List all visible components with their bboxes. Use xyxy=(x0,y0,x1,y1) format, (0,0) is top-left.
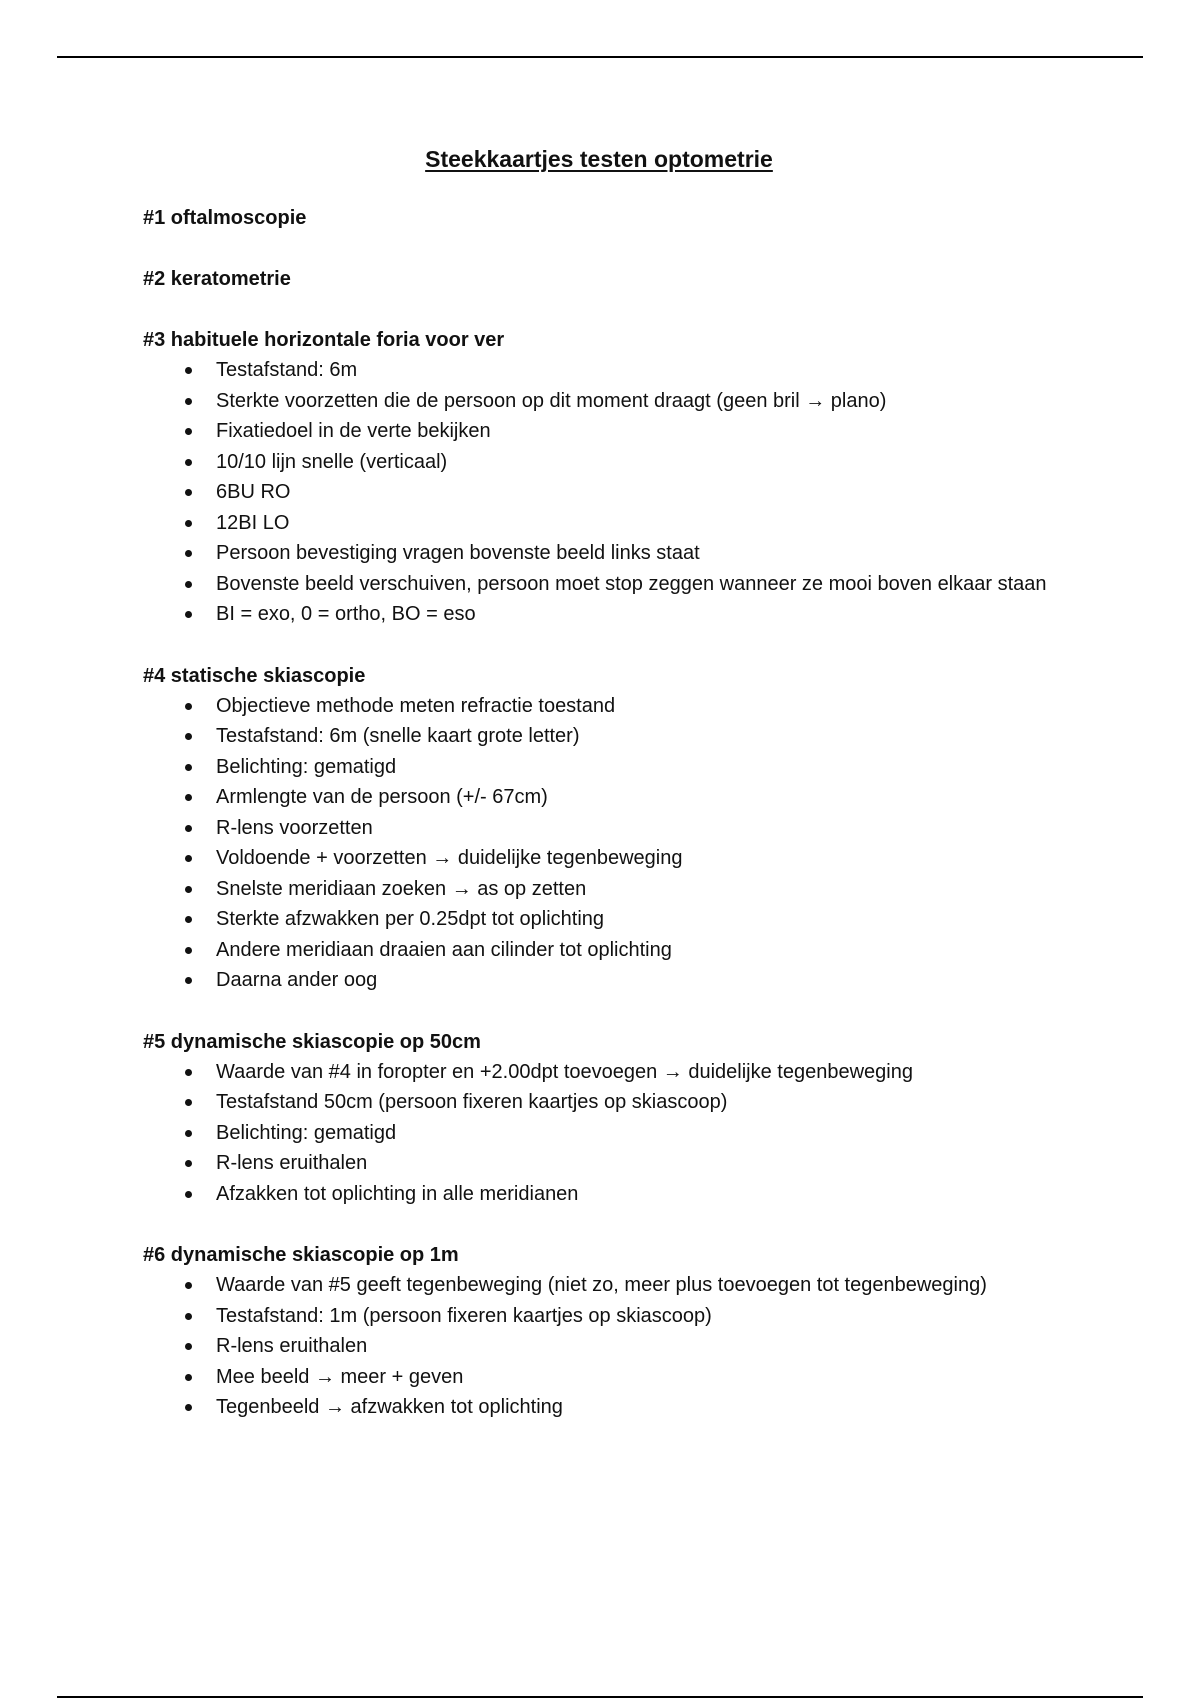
list-item xyxy=(143,386,1076,417)
list-item-text: Waarde van #5 geeft tegenbeweging (niet zo, meer plus toevoegen tot tegenbeweging) xyxy=(216,1274,987,1296)
list-item xyxy=(143,1301,1076,1332)
bullet-icon xyxy=(185,581,192,588)
list-item-text: Belichting: gematigd xyxy=(216,755,397,778)
bullet-icon xyxy=(185,489,192,496)
section-2 xyxy=(143,264,1143,294)
list-item xyxy=(143,1179,1076,1210)
bullet-icon xyxy=(185,916,192,923)
bottom-rule xyxy=(57,1696,1143,1698)
list-item-text: Mee beeld → meer + geven xyxy=(216,1365,464,1388)
bullet-icon xyxy=(185,1130,192,1137)
list-item-text: Tegenbeeld → afzwakken tot oplichting xyxy=(216,1396,563,1418)
bullet-icon xyxy=(185,733,192,740)
list-item-text: Andere meridiaan draaien aan cilinder tot oplichting xyxy=(216,938,672,961)
bullet-icon xyxy=(185,1191,192,1198)
bullet-icon xyxy=(185,794,192,801)
list-item-text: 10/10 lijn snelle (verticaal) xyxy=(216,450,448,473)
bullet-icon xyxy=(185,1282,192,1289)
bullet-icon xyxy=(185,764,192,771)
list-item-text: Afzakken tot oplichting in alle meridianen xyxy=(216,1182,579,1205)
list-item xyxy=(143,691,1076,722)
list-item-text: R-lens voorzetten xyxy=(216,816,373,839)
bullet-icon xyxy=(185,398,192,405)
section-1 xyxy=(143,203,1143,233)
section-5 xyxy=(143,1027,1143,1210)
section-heading: #4 statische skiascopie xyxy=(143,664,366,687)
list-item-text: R-lens eruithalen xyxy=(216,1335,368,1357)
list-item xyxy=(143,1270,1076,1301)
bullet-list xyxy=(143,1270,1143,1423)
section-heading: #6 dynamische skiascopie op 1m xyxy=(143,1244,459,1266)
document-body xyxy=(143,146,1143,1454)
list-item-text: Daarna ander oog xyxy=(216,969,378,991)
bullet-icon xyxy=(185,886,192,893)
bullet-icon xyxy=(185,977,192,984)
list-item-text: 6BU RO xyxy=(216,481,291,503)
bullet-icon xyxy=(185,1374,192,1381)
bullet-list xyxy=(143,691,1143,996)
list-item xyxy=(143,1362,1076,1393)
list-item-text: Armlengte van de persoon (+/- 67cm) xyxy=(216,786,548,808)
bullet-icon xyxy=(185,428,192,435)
list-item-text: Sterkte voorzetten die de persoon op dit moment draagt (geen bril → plano) xyxy=(216,389,887,412)
list-item-text: Testafstand: 1m (persoon fixeren kaartjes op skiascoop) xyxy=(216,1304,712,1327)
section-heading: #5 dynamische skiascopie op 50cm xyxy=(143,1030,481,1053)
list-item xyxy=(143,447,1076,478)
list-item xyxy=(143,599,1076,630)
bullet-icon xyxy=(185,1069,192,1076)
list-item-text: Bovenste beeld verschuiven, persoon moet stop zeggen wanneer ze mooi boven elkaar staan xyxy=(216,572,1047,595)
section-3 xyxy=(143,325,1143,630)
list-item xyxy=(143,355,1076,386)
list-item xyxy=(143,1087,1076,1118)
list-item-text: R-lens eruithalen xyxy=(216,1152,368,1174)
page-title: Steekkaartjes testen optometrie xyxy=(425,146,773,172)
list-item-text: Belichting: gematigd xyxy=(216,1121,397,1144)
list-item xyxy=(143,843,1076,874)
list-item-text: Testafstand: 6m (snelle kaart grote letter) xyxy=(216,725,580,747)
list-item xyxy=(143,782,1076,813)
list-item-text: Persoon bevestiging vragen bovenste beeld links staat xyxy=(216,542,700,564)
list-item-text: 12BI LO xyxy=(216,511,290,534)
bullet-icon xyxy=(185,550,192,557)
list-item xyxy=(143,1331,1076,1362)
bullet-icon xyxy=(185,459,192,466)
list-item xyxy=(143,721,1076,752)
bullet-icon xyxy=(185,855,192,862)
list-item xyxy=(143,874,1076,905)
list-item xyxy=(143,904,1076,935)
list-item-text: BI = exo, 0 = ortho, BO = eso xyxy=(216,603,476,625)
bullet-icon xyxy=(185,1404,192,1411)
list-item xyxy=(143,508,1076,539)
top-rule xyxy=(57,56,1143,58)
section-4 xyxy=(143,661,1143,996)
list-item-text: Waarde van #4 in foropter en +2.00dpt toevoegen → duidelijke tegenbeweging xyxy=(216,1060,913,1083)
bullet-icon xyxy=(185,611,192,618)
bullet-list xyxy=(143,1057,1143,1210)
list-item xyxy=(143,965,1076,996)
section-heading: #1 oftalmoscopie xyxy=(143,207,307,229)
list-item-text: Voldoende + voorzetten → duidelijke tegenbeweging xyxy=(216,847,683,869)
list-item xyxy=(143,1392,1076,1423)
list-item-text: Snelste meridiaan zoeken → as op zetten xyxy=(216,877,587,900)
list-item-text: Sterkte afzwakken per 0.25dpt tot oplichting xyxy=(216,908,605,930)
list-item xyxy=(143,752,1076,783)
bullet-icon xyxy=(185,520,192,527)
bullet-icon xyxy=(185,825,192,832)
bullet-icon xyxy=(185,1160,192,1167)
section-heading: #3 habituele horizontale foria voor ver xyxy=(143,329,505,351)
bullet-icon xyxy=(185,1343,192,1350)
list-item-text: Testafstand 50cm (persoon fixeren kaartjes op skiascoop) xyxy=(216,1091,728,1113)
bullet-list xyxy=(143,355,1143,630)
section-heading: #2 keratometrie xyxy=(143,268,291,290)
section-list xyxy=(143,203,1143,1423)
list-item xyxy=(143,1057,1076,1088)
bullet-icon xyxy=(185,1099,192,1106)
list-item-text: Testafstand: 6m xyxy=(216,359,358,381)
list-item xyxy=(143,569,1076,600)
bullet-icon xyxy=(185,703,192,710)
list-item xyxy=(143,813,1076,844)
list-item xyxy=(143,416,1076,447)
section-6 xyxy=(143,1240,1143,1423)
bullet-icon xyxy=(185,367,192,374)
bullet-icon xyxy=(185,1313,192,1320)
list-item xyxy=(143,538,1076,569)
list-item xyxy=(143,1118,1076,1149)
list-item xyxy=(143,477,1076,508)
list-item xyxy=(143,935,1076,966)
bullet-icon xyxy=(185,947,192,954)
list-item xyxy=(143,1148,1076,1179)
list-item-text: Objectieve methode meten refractie toestand xyxy=(216,694,616,717)
list-item-text: Fixatiedoel in de verte bekijken xyxy=(216,420,491,442)
